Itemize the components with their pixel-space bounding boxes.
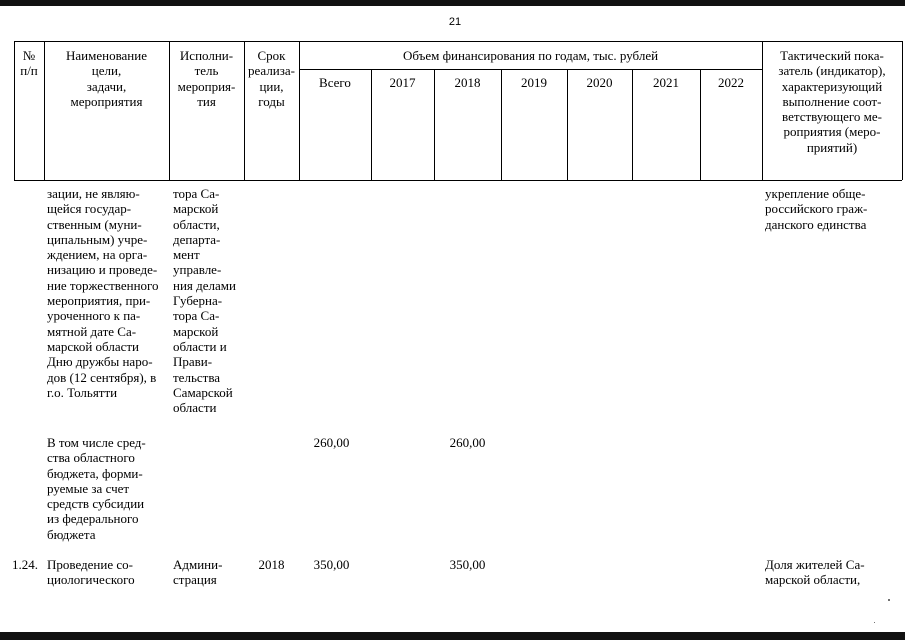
header-name: Наименование цели, задачи, мероприятия [66, 48, 147, 109]
row-indicator: Доля жителей Са- марской области, [765, 557, 865, 588]
header-year-2018: 2018 [454, 75, 481, 90]
scan-speck [874, 622, 875, 623]
header-year-2021: 2021 [653, 75, 679, 90]
row-name: Проведение со- циологического [47, 557, 135, 588]
header-year-2017: 2017 [389, 75, 416, 90]
header-year-2020: 2020 [586, 75, 613, 90]
header-year-2022: 2022 [718, 75, 744, 90]
header-executor: Исполни- тель мероприя- тия [177, 48, 236, 109]
row-2018: 260,00 [449, 435, 486, 450]
row-total: 260,00 [313, 435, 350, 450]
scan-speck [888, 599, 890, 601]
row-total: 350,00 [313, 557, 350, 572]
row-executor: Админи- страция [173, 557, 223, 588]
row-2018: 350,00 [449, 557, 486, 572]
row-no: 1.24. [12, 557, 38, 572]
header-indicator: Тактический пока- затель (индикатор), характеризующий выполнение соот- ветствующего ме- роприятия (меро- приятий) [778, 48, 886, 155]
header-funding: Объем финансирования по годам, тыс. рублей [402, 48, 659, 63]
bottom-border [0, 632, 905, 640]
row-indicator: укрепление обще- российского граж- данского единства [765, 186, 868, 232]
header-no: № п/п [20, 48, 38, 79]
header-year-2019: 2019 [521, 75, 547, 90]
row-name: В том числе сред- ства областного бюджета, форми- руемые за счет средств субсидии из федерального бюджета [47, 435, 146, 542]
row-name: зации, не являю- щейся государ- ственным (муни- ципальным) учре- ждением, на орга- низацию и проведе- ние торжественного мероприятия, при- уроченного к па- мятной дате Са- марской области Дню дружбы наро- дов (12 сентября), в г.о. Тольятти [47, 186, 159, 400]
header-total: Всего [319, 75, 351, 90]
header-term: Срок реализа- ции, годы [248, 48, 295, 109]
top-border [0, 0, 905, 6]
page-number: 21 [448, 16, 462, 28]
row-executor: тора Са- марской области, департа- мент управле- ния делами Губерна- тора Са- марской области и Прави- тельства Самарской области [173, 186, 236, 416]
row-term: 2018 [258, 557, 285, 572]
